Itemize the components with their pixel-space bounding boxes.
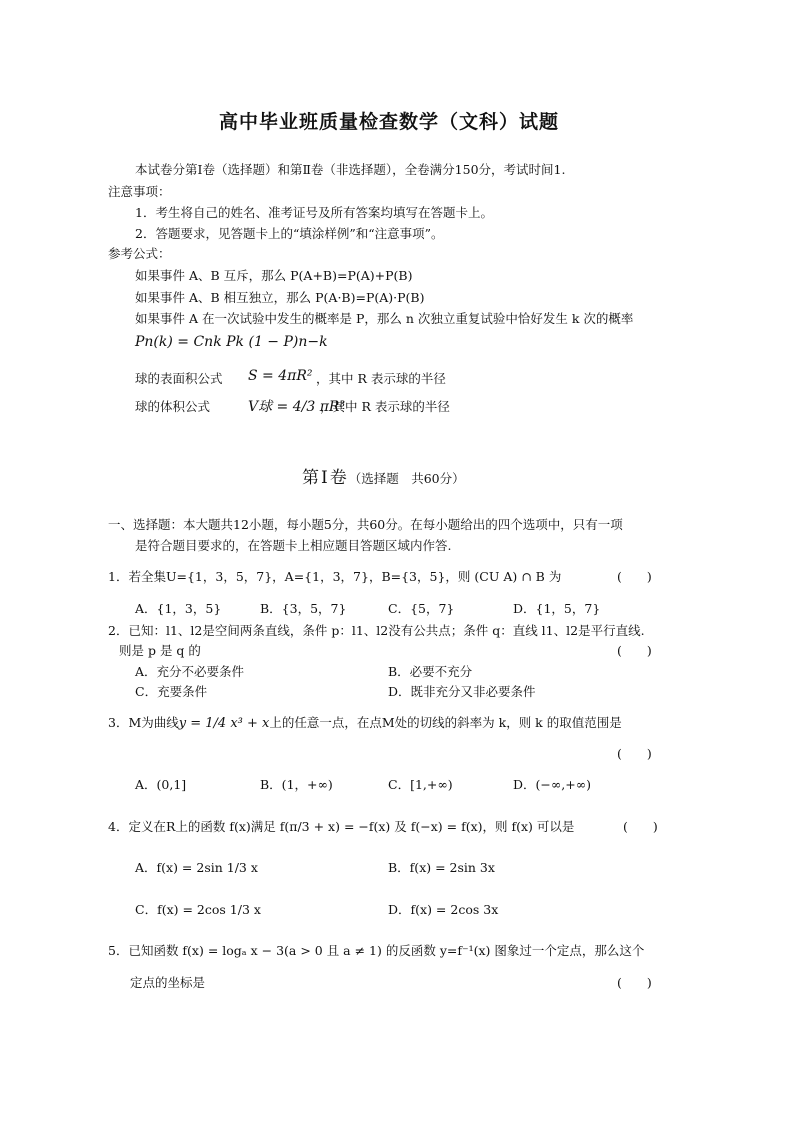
surface-note: ，其中 R 表示球的半径 — [316, 371, 446, 386]
q5-stem-2: 定点的坐标是 — [130, 975, 206, 990]
q1-option-d: D．{1，5，7} — [513, 601, 601, 616]
reference-heading: 参考公式： — [108, 246, 171, 261]
reference-line-1: 如果事件 A、B 互斥，那么 P(A+B)=P(A)+P(B) — [135, 268, 413, 283]
q3-stem-pre: 3．M为曲线 — [108, 715, 179, 730]
page-title: 高中毕业班质量检查数学（文科）试题 — [219, 111, 560, 133]
q2-stem-2: 则是 p 是 q 的 — [119, 643, 201, 658]
q3-option-a: A．(0,1] — [135, 777, 187, 792]
volume-note: ，其中 R 表示球的半径 — [320, 399, 450, 414]
q3-formula: y = 1/4 x³ + x — [178, 716, 270, 731]
q1-answer-paren: ( ) — [617, 569, 652, 584]
q1-option-c: C．{5，7} — [388, 601, 455, 616]
q2-answer-paren: ( ) — [617, 643, 652, 658]
q1-option-a: A．{1，3，5} — [135, 601, 222, 616]
section-heading — [302, 463, 465, 488]
surface-formula: S = 4πR² — [248, 368, 313, 384]
q4-option-b: B．f(x) = 2sin 3x — [388, 860, 495, 875]
section-title: 第Ⅰ卷 — [302, 468, 349, 488]
q1-stem: 1．若全集U={1，3，5，7}，A={1，3，7}，B={3，5}，则 (CU A) ∩ B 为 — [108, 569, 562, 584]
q4-option-c: C．f(x) = 2cos 1/3 x — [135, 902, 261, 917]
q3-option-d: D．(−∞,+∞) — [513, 777, 592, 792]
q5-stem: 5．已知函数 f(x) = logₐ x − 3(a > 0 且 a ≠ 1) 的反函数 y=f⁻¹(x) 图象过一个定点，那么这个 — [108, 943, 645, 958]
q2-stem: 2．已知：l1、l2是空间两条直线，条件 p：l1、l2没有公共点；条件 q：直线 l1、l2是平行直线. — [108, 623, 645, 638]
volume-formula: V球 = 4/3 πR³ — [248, 399, 346, 415]
notice-heading: 注意事项： — [108, 184, 171, 199]
q2-option-b: B．必要不充分 — [388, 664, 473, 679]
notice-item-1: 1．考生将自己的姓名、准考证号及所有答案均填写在答题卡上。 — [135, 205, 493, 220]
part1-line-2: 是符合题目要求的，在答题卡上相应题目答题区域内作答. — [135, 538, 452, 553]
volume-label: 球的体积公式 — [135, 399, 211, 414]
q4-option-a: A．f(x) = 2sin 1/3 x — [135, 860, 258, 875]
q4-option-d: D．f(x) = 2cos 3x — [388, 902, 499, 917]
q3-stem-post: 上的任意一点，在点M处的切线的斜率为 k，则 k 的取值范围是 — [269, 715, 622, 730]
q1-option-b: B．{3，5，7} — [260, 601, 347, 616]
q4-answer-paren: ( ) — [623, 819, 658, 834]
q3-option-b: B．(1，+∞) — [260, 777, 333, 792]
q5-answer-paren: ( ) — [617, 975, 652, 990]
q2-option-a: A．充分不必要条件 — [135, 664, 245, 679]
q3-option-c: C．[1,+∞) — [388, 777, 453, 792]
part1-line-1: 一、选择题：本大题共12小题，每小题5分，共60分。在每小题给出的四个选项中，只有一项 — [108, 517, 623, 532]
section-subtitle: （选择题 共60分） — [348, 471, 465, 486]
q2-option-c: C．充要条件 — [135, 684, 208, 699]
reference-line-2: 如果事件 A、B 相互独立，那么 P(A·B)=P(A)·P(B) — [135, 290, 425, 305]
notice-item-2: 2．答题要求，见答题卡上的“填涂样例”和“注意事项”。 — [135, 226, 444, 241]
intro-text: 本试卷分第Ⅰ卷（选择题）和第Ⅱ卷（非选择题），全卷满分150分，考试时间1. — [135, 162, 566, 177]
surface-label: 球的表面积公式 — [135, 371, 223, 386]
binomial-formula: Pn(k) = Cnk Pk (1 − P)n−k — [135, 334, 328, 350]
q4-stem: 4．定义在R上的函数 f(x)满足 f(π/3 + x) = −f(x) 及 f(−x) = f(x)，则 f(x) 可以是 — [108, 819, 575, 834]
q2-option-d: D．既非充分又非必要条件 — [388, 684, 536, 699]
q3-stem — [108, 713, 622, 731]
q3-answer-paren: ( ) — [617, 746, 652, 761]
reference-line-3: 如果事件 A 在一次试验中发生的概率是 P，那么 n 次独立重复试验中恰好发生 k 次的概率 — [135, 311, 634, 326]
